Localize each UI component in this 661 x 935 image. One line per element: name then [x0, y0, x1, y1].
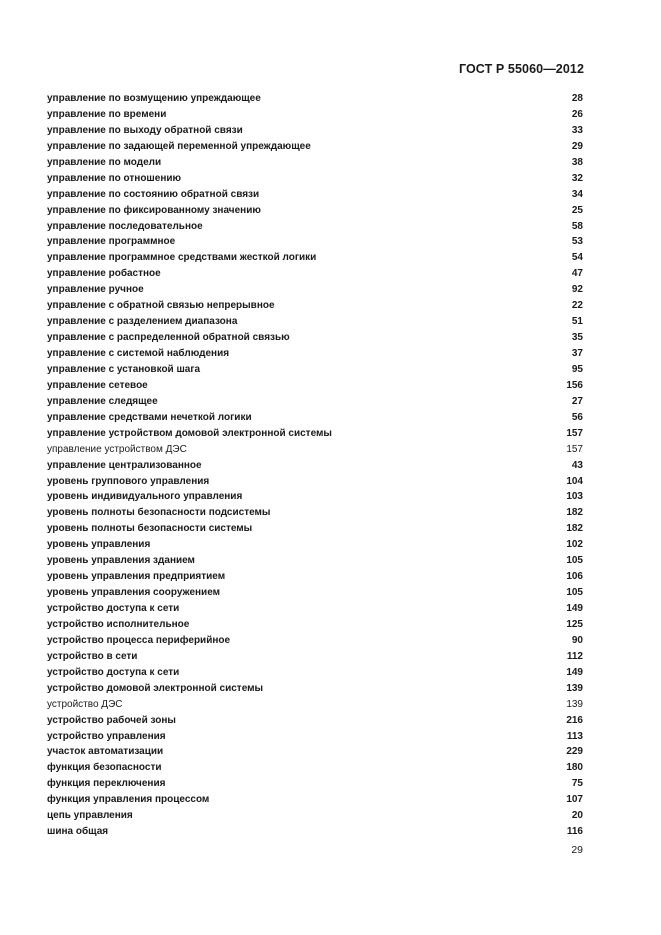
index-entry: [47, 171, 583, 187]
index-page-ref: 102: [566, 539, 583, 551]
index-term: управление с установкой шага: [47, 363, 201, 375]
index-page-ref: 182: [566, 507, 583, 519]
index-entry: [47, 697, 583, 713]
index-entry: [47, 681, 583, 697]
index-page-ref: 56: [571, 411, 583, 423]
index-term: управление с системой наблюдения: [47, 348, 230, 359]
index-term: управление робастное: [47, 268, 161, 280]
index-page-ref: 22: [571, 300, 583, 312]
index-term: устройство домовой электронной системы: [47, 682, 264, 694]
index-entry: [47, 458, 583, 474]
document-id-header: ГОСТ Р 55060—2012: [458, 62, 584, 76]
index-entry: [47, 266, 583, 282]
index-page-ref: 92: [571, 284, 583, 296]
index-entry: [47, 649, 583, 665]
index-entry: [47, 219, 583, 235]
index-entry: [47, 505, 583, 521]
index-term: управление с разделением диапазона: [47, 316, 238, 328]
index-page-ref: 28: [571, 93, 583, 104]
index-term: управление с обратной связью непрерывное: [47, 300, 275, 312]
index-entry: [47, 585, 583, 601]
index-page-ref: 26: [571, 108, 583, 120]
index-page-ref: 157: [566, 443, 583, 455]
index-entry: [47, 553, 583, 569]
index-entry: [47, 442, 583, 458]
index-term: цепь управления: [47, 810, 133, 822]
index-entry: [47, 107, 583, 123]
index-term: функция переключения: [47, 778, 166, 790]
index-page-ref: 105: [566, 555, 583, 567]
index-entry: [47, 187, 583, 203]
index-page-ref: 27: [571, 395, 583, 407]
index-entry: [47, 665, 583, 681]
index-page-ref: 104: [566, 475, 583, 487]
index-term: управление централизованное: [47, 459, 202, 471]
index-page-ref: 125: [566, 618, 583, 630]
index-page-ref: 53: [571, 236, 583, 248]
index-page-ref: 54: [571, 252, 583, 264]
index-term: функция безопасности: [47, 762, 162, 774]
index-entry: [47, 537, 583, 553]
index-entry: [47, 123, 583, 139]
index-page-ref: 32: [571, 172, 583, 184]
index-page-ref: 51: [571, 316, 583, 328]
index-page-ref: 182: [566, 523, 583, 535]
index-term: управление устройством домовой электронной системы: [47, 427, 332, 439]
index-page-ref: 75: [571, 778, 583, 790]
index-entry: [47, 410, 583, 426]
index-entry: [47, 282, 583, 298]
index-entry: [47, 824, 583, 840]
index-entry: [47, 139, 583, 155]
index-term: функция управления процессом: [47, 794, 210, 806]
index-entry: [47, 792, 583, 808]
index-term: управление по отношению: [47, 172, 182, 184]
index-page-ref: 43: [571, 459, 583, 471]
index-page-ref: 58: [571, 220, 583, 232]
index-term: уровень полноты безопасности системы: [47, 523, 253, 535]
index-page-ref: 149: [566, 603, 583, 614]
index-term: управление программное: [47, 236, 176, 248]
index-entry: [47, 362, 583, 378]
index-page-ref: 38: [571, 156, 583, 168]
index-page-ref: 156: [566, 379, 583, 391]
index-term: управление следящее: [47, 395, 158, 407]
index-term: уровень индивидуального управления: [47, 491, 243, 503]
index-term: участок автоматизации: [47, 746, 164, 758]
index-entry: [47, 314, 583, 330]
index-entry: [47, 250, 583, 266]
index-term: уровень управления предприятием: [47, 571, 226, 583]
index-term: управление по модели: [47, 156, 162, 168]
index-page-ref: 95: [571, 363, 583, 375]
index-term: устройство доступа к сети: [47, 603, 180, 614]
index-page-ref: 107: [566, 794, 583, 806]
index-term: устройство рабочей зоны: [47, 714, 176, 726]
index-page-ref: 157: [566, 427, 583, 439]
index-page-ref: 37: [571, 348, 583, 359]
index-page-ref: 105: [566, 587, 583, 599]
index-entry: [47, 394, 583, 410]
index-entry: [47, 569, 583, 585]
index-entry: [47, 298, 583, 314]
index-term: управление ручное: [47, 284, 144, 296]
index-page-ref: 35: [571, 332, 583, 344]
index-entry: [47, 601, 583, 617]
index-term: управление с распределенной обратной связью: [47, 332, 290, 344]
index-page-ref: 112: [566, 650, 583, 662]
index-term: управление по задающей переменной упреждающее: [47, 140, 311, 152]
index-entry: [47, 521, 583, 537]
index-page-ref: 103: [566, 491, 583, 503]
index-term: уровень группового управления: [47, 475, 210, 487]
index-entry: [47, 808, 583, 824]
index-term: устройство процесса периферийное: [47, 634, 231, 646]
index-term: управление программное средствами жесткой логики: [47, 252, 317, 264]
index-page-ref: 149: [566, 666, 583, 678]
index-term: управление по выходу обратной связи: [47, 124, 243, 136]
index-term: устройство управления: [47, 730, 166, 742]
index-page-ref: 139: [566, 698, 583, 710]
index-term: управление средствами нечеткой логики: [47, 411, 252, 423]
index-term: управление по фиксированному значению: [47, 204, 261, 216]
index-term: управление по возмущению упреждающее: [47, 93, 261, 104]
index-entry: [47, 346, 583, 362]
index-page-ref: 229: [566, 746, 583, 758]
index-term: шина общая: [47, 826, 109, 838]
term-index-list: [47, 91, 583, 840]
index-entry: [47, 203, 583, 219]
index-page-ref: 216: [566, 714, 583, 726]
index-page-ref: 20: [571, 810, 583, 822]
index-page-ref: 116: [566, 826, 583, 838]
index-term: управление по времени: [47, 108, 167, 120]
index-page-ref: 25: [571, 204, 583, 216]
index-term: управление последовательное: [47, 220, 203, 232]
index-entry: [47, 330, 583, 346]
index-page-ref: 106: [566, 571, 583, 583]
index-term: устройство ДЭС: [47, 698, 123, 710]
index-page-ref: 180: [566, 762, 583, 774]
index-entry: [47, 776, 583, 792]
index-term: уровень управления сооружением: [47, 587, 221, 599]
index-term: устройство доступа к сети: [47, 666, 180, 678]
index-page-ref: 113: [566, 730, 583, 742]
index-term: управление по состоянию обратной связи: [47, 188, 260, 200]
index-entry: [47, 633, 583, 649]
index-page-ref: 90: [571, 634, 583, 646]
index-page-ref: 29: [571, 140, 583, 152]
index-entry: [47, 474, 583, 490]
index-entry: [47, 713, 583, 729]
index-page-ref: 47: [571, 268, 583, 280]
index-term: уровень управления: [47, 539, 151, 551]
index-entry: [47, 489, 583, 505]
index-term: устройство исполнительное: [47, 618, 190, 630]
index-entry: [47, 729, 583, 745]
index-entry: [47, 91, 583, 107]
index-term: управление устройством ДЭС: [47, 443, 187, 455]
index-entry: [47, 234, 583, 250]
index-entry: [47, 155, 583, 171]
index-term: уровень управления зданием: [47, 555, 195, 567]
index-term: устройство в сети: [47, 650, 138, 662]
index-page-ref: 139: [566, 682, 583, 694]
index-term: уровень полноты безопасности подсистемы: [47, 507, 271, 519]
page-number: 29: [571, 844, 583, 856]
index-entry: [47, 426, 583, 442]
index-entry: [47, 378, 583, 394]
index-entry: [47, 744, 583, 760]
index-page-ref: 33: [571, 124, 583, 136]
index-entry: [47, 760, 583, 776]
index-page-ref: 34: [571, 188, 583, 200]
index-entry: [47, 617, 583, 633]
index-term: управление сетевое: [47, 379, 148, 391]
